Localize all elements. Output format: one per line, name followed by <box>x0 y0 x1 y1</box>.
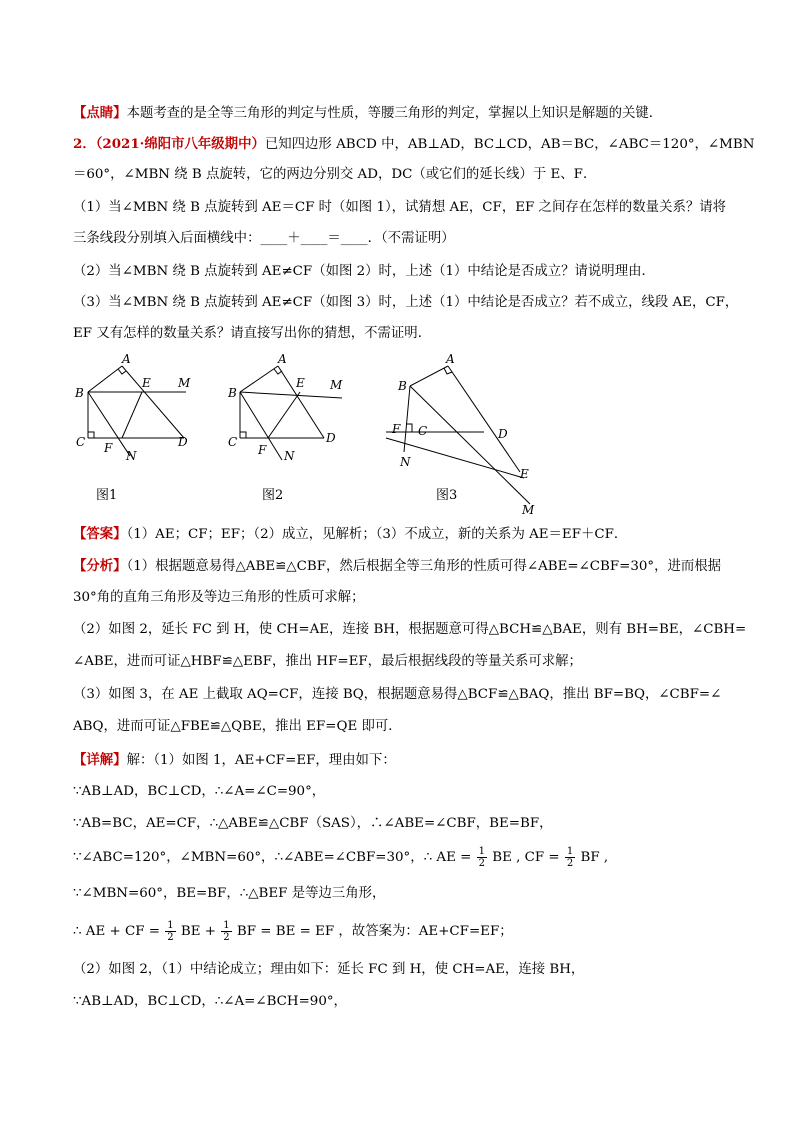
dianjing-line <box>73 103 662 124</box>
fig2-label-e: E <box>296 376 305 390</box>
fig3-label-c: C <box>418 424 428 438</box>
fraction-numerator: 1 <box>223 920 230 931</box>
question-line-2: ＝60°，∠MBN 绕 B 点旋转，它的两边分别交 AD，DC（或它们的延长线）于 E、F． <box>73 167 597 182</box>
fig2-label-m: M <box>330 378 343 392</box>
question-part-3: （3）当∠MBN 绕 B 点旋转到 AE≠CF（如图 3）时，上述（1）中结论是否成立？若不成立，线段 AE，CF， <box>73 295 739 310</box>
fig3-label-m: M <box>522 503 535 517</box>
detail-line-7: （2）如图 2，（1）中结论成立；理由如下：延长 FC 到 H，使 CH=AE，连接 BH， <box>73 962 585 977</box>
detail-line-3: ∵AB=BC，AE=CF，∴△ABE≌△CBF（SAS），∴∠ABE=∠CBF，BE=BF， <box>73 816 553 831</box>
detail-line-8: ∵AB⊥AD，BC⊥CD，∴∠A=∠BCH=90°， <box>73 994 347 1009</box>
analysis-line-5: （3）如图 3，在 AE 上截取 AQ=CF，连接 BQ，根据题意易得△BCF≌△BAQ，推出 BF=BQ，∠CBF=∠ <box>73 687 722 702</box>
question-part-3-cont: EF 又有怎样的数量关系？请直接写出你的猜想，不需证明． <box>73 326 432 341</box>
fig3-label-n: N <box>400 455 411 469</box>
analysis-line-2: 30°角的直角三角形及等边三角形的性质可求解； <box>73 590 365 605</box>
fraction-half-4 <box>221 920 231 943</box>
question-part-1: （1）当∠MBN 绕 B 点旋转到 AE＝CF 时（如图 1），试猜想 AE，CF，EF 之间存在怎样的数量关系？请将 <box>73 200 727 215</box>
figure-2 <box>226 352 356 464</box>
analysis-line-4: ∠ABE，进而可证△HBF≌△EBF，推出 HF=EF，最后根据线段的等量关系可求解； <box>73 654 582 669</box>
question-text-1: 已知四边形 ABCD 中，AB⊥AD，BC⊥CD，AB＝BC，∠ABC＝120°，∠MBN <box>264 137 755 152</box>
detail-line-4 <box>73 846 608 869</box>
fraction-denominator: 2 <box>478 858 485 869</box>
fraction-half-3 <box>165 920 175 943</box>
detail-line-6 <box>73 920 513 943</box>
figure-1 <box>72 352 202 464</box>
question-part-2: （2）当∠MBN 绕 B 点旋转到 AE≠CF（如图 2）时，上述（1）中结论是否成立？请说明理由． <box>73 264 655 279</box>
question-line-1 <box>73 134 754 155</box>
fig3-label-b: B <box>398 379 407 393</box>
figure-3 <box>384 352 544 518</box>
fig1-label-c: C <box>76 435 86 449</box>
analysis-line-6: ABQ，进而可证△FBE≌△QBE，推出 EF=QE 即可． <box>73 719 402 734</box>
fig2-label-c: C <box>228 435 238 449</box>
answer-line <box>73 524 627 545</box>
analysis-line-3: （2）如图 2，延长 FC 到 H，使 CH=AE，连接 BH，根据题意可得△BCH≌△BAE，则有 BH=BE，∠CBH= <box>73 622 747 637</box>
detail-label: 【详解】 <box>73 752 127 768</box>
fig1-label-a: A <box>122 352 131 366</box>
fraction-numerator: 1 <box>167 920 174 931</box>
fig2-label-b: B <box>228 386 237 400</box>
detail-line-2: ∵AB⊥AD，BC⊥CD，∴∠A=∠C=90°， <box>73 784 326 799</box>
detail-6a: ∴ AE + CF = <box>73 924 160 939</box>
fraction-numerator: 1 <box>566 846 574 857</box>
answer-text: （1）AE；CF；EF；（2）成立，见解析；（3）不成立，新的关系为 AE＝EF＋CF． <box>126 527 628 542</box>
fig1-label-d: D <box>178 435 188 449</box>
detail-line-5: ∵∠MBN=60°，BE=BF，∴△BEF 是等边三角形， <box>73 886 386 901</box>
fig2-label-f: F <box>258 443 267 457</box>
dianjing-text: 本题考查的是全等三角形的判定与性质，等腰三角形的判定，掌握以上知识是解题的关键． <box>126 106 663 121</box>
analysis-text-1: （1）根据题意易得△ABE≌△CBF，然后根据全等三角形的性质可得∠ABE=∠CBF=30°，进而根据 <box>126 559 722 574</box>
figure-2-caption: 图2 <box>262 488 284 503</box>
fig3-label-e: E <box>520 467 529 481</box>
fraction-denominator: 2 <box>167 932 174 943</box>
fraction-denominator: 2 <box>566 858 574 869</box>
detail-6c: BF = BE = EF ，故答案为：AE+CF=EF； <box>236 924 513 939</box>
detail-4b: BE , CF = <box>492 850 560 865</box>
fig1-label-e: E <box>142 376 151 390</box>
dianjing-label: 【点睛】 <box>73 105 127 121</box>
fig1-label-n: N <box>126 449 137 463</box>
question-source: 2．（2021·绵阳市八年级期中） <box>73 136 265 152</box>
fraction-numerator: 1 <box>478 846 485 857</box>
detail-text-1: 解：（1）如图 1，AE+CF=EF，理由如下： <box>126 753 396 768</box>
fig1-label-b: B <box>75 386 84 400</box>
fig3-label-f: F <box>392 422 401 436</box>
figure-1-caption: 图1 <box>96 488 118 503</box>
fig2-label-n: N <box>284 449 295 463</box>
fig2-label-d: D <box>326 431 336 445</box>
fig1-label-f: F <box>104 441 113 455</box>
figure-3-caption: 图3 <box>436 488 458 503</box>
detail-4c: BF , <box>580 850 609 865</box>
detail-6b: BE + <box>180 924 216 939</box>
analysis-label: 【分析】 <box>73 558 127 574</box>
answer-label: 【答案】 <box>73 526 127 542</box>
fig3-label-d: D <box>498 427 508 441</box>
detail-line-1 <box>73 750 396 771</box>
fraction-half-2 <box>565 846 575 869</box>
fraction-half-1 <box>477 846 487 869</box>
fig2-label-a: A <box>278 352 287 366</box>
fig1-label-m: M <box>178 376 191 390</box>
fraction-denominator: 2 <box>223 932 230 943</box>
question-part-1-cont: 三条线段分别填入后面横线中：____＋____＝____．（不需证明） <box>73 231 455 246</box>
detail-4a: ∵∠ABC=120°，∠MBN=60°，∴∠ABE=∠CBF=30°，∴ AE = <box>73 850 472 865</box>
analysis-line-1 <box>73 556 721 577</box>
fig3-label-a: A <box>446 352 455 366</box>
